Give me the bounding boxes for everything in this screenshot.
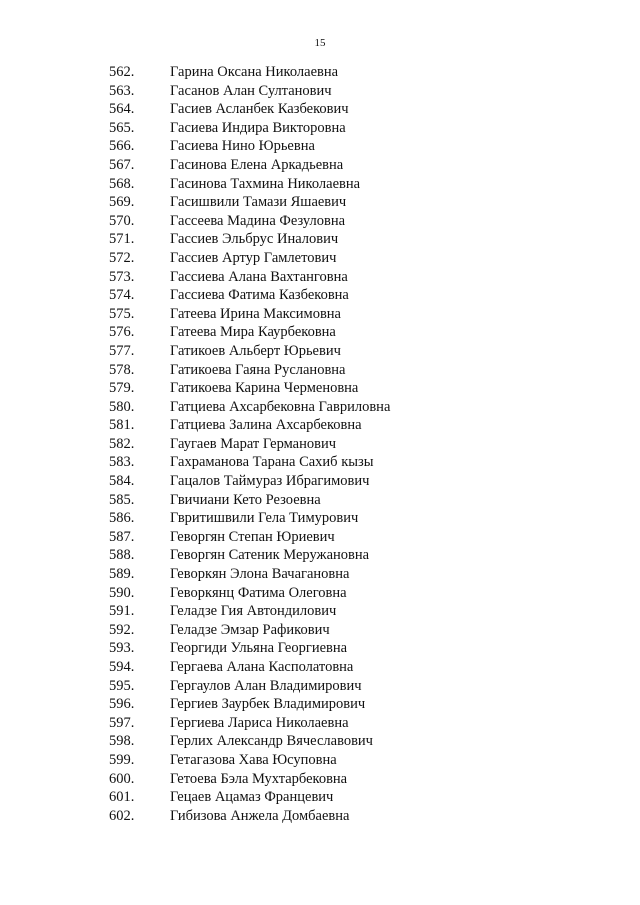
list-item [0, 732, 640, 751]
entry-name: Гасиев Асланбек Казбекович [170, 101, 349, 118]
list-item [0, 714, 640, 733]
entry-number: 562. [109, 64, 135, 80]
list-item [0, 137, 640, 156]
entry-name: Гаугаев Марат Германович [170, 435, 337, 452]
entry-number: 586. [109, 510, 135, 527]
page-number: 15 [314, 37, 326, 49]
entry-number: 574. [109, 287, 135, 304]
entry-number: 589. [109, 566, 135, 583]
entry-number: 602. [109, 807, 135, 824]
entry-number: 600. [109, 770, 135, 787]
list-item [0, 658, 640, 677]
entry-number: 583. [109, 454, 135, 471]
entry-number: 601. [109, 789, 135, 806]
entry-number: 577. [109, 342, 135, 359]
entry-name: Геворкян Элона Вачагановна [170, 566, 350, 583]
entry-name: Гассиева Фатима Казбековна [170, 287, 349, 304]
entry-number: 571. [109, 231, 135, 248]
entry-number: 598. [109, 733, 135, 750]
entry-name: Геворкянц Фатима Олеговна [170, 584, 347, 601]
entry-name: Гасишвили Тамази Яшаевич [170, 194, 347, 211]
entry-name: Геворгян Степан Юриевич [170, 528, 335, 545]
entry-name: Гасанов Алан Султанович [170, 82, 332, 99]
entry-number: 580. [109, 398, 135, 415]
entry-number: 565. [109, 119, 135, 136]
list-item [0, 751, 640, 770]
list-item [0, 528, 640, 547]
entry-name: Гетагазова Хава Юсуповна [170, 751, 337, 768]
entry-name: Гергиев Заурбек Владимирович [170, 696, 366, 713]
list-item [0, 230, 640, 249]
entry-number: 595. [109, 677, 135, 694]
entry-name: Гецаев Ацамаз Францевич [170, 789, 334, 806]
entry-name: Гибизова Анжела Домбаевна [170, 807, 350, 824]
entry-number: 576. [109, 324, 135, 341]
entry-number: 588. [109, 547, 135, 564]
entry-name: Гатикоева Карина Черменовна [170, 380, 359, 397]
list-item [0, 82, 640, 101]
list-item [0, 63, 640, 82]
entry-number: 594. [109, 659, 135, 675]
entry-name: Гацалов Таймураз Ибрагимович [170, 473, 370, 490]
entry-number: 582. [109, 435, 135, 452]
entry-name: Гвичиани Кето Резоевна [170, 491, 321, 508]
list-item [0, 286, 640, 305]
entry-name: Герлих Александр Вячеславович [170, 733, 373, 750]
list-item [0, 695, 640, 714]
entry-name: Гассиев Артур Гамлетович [170, 249, 337, 266]
entry-name: Гасиева Индира Викторовна [170, 119, 346, 136]
list-item [0, 100, 640, 119]
entry-number: 573. [109, 268, 135, 285]
entry-number: 568. [109, 175, 135, 192]
list-item [0, 342, 640, 361]
entry-name: Геладзе Гия Автондилович [170, 603, 337, 620]
entry-name: Гергаева Алана Касполатовна [170, 659, 354, 675]
entry-name: Гергаулов Алан Владимирович [170, 677, 362, 694]
entry-number: 564. [109, 101, 135, 118]
list-item [0, 472, 640, 491]
list-item [0, 175, 640, 194]
list-item [0, 602, 640, 621]
entry-number: 566. [109, 138, 135, 155]
list-item [0, 509, 640, 528]
entry-name: Гатикоев Альберт Юрьевич [170, 342, 341, 359]
entry-name: Гассиев Эльбрус Иналович [170, 231, 339, 248]
entry-number: 599. [109, 751, 135, 768]
entry-number: 581. [109, 417, 135, 434]
entry-number: 584. [109, 473, 135, 490]
list-item [0, 193, 640, 212]
entry-number: 592. [109, 621, 135, 638]
entry-number: 587. [109, 528, 135, 545]
list-item [0, 621, 640, 640]
entry-name: Гассиева Алана Вахтанговна [170, 268, 348, 285]
entry-number: 590. [109, 584, 135, 601]
entry-name: Гассеева Мадина Фезуловна [170, 212, 346, 229]
entry-number: 591. [109, 603, 135, 620]
list-item [0, 156, 640, 175]
list-item [0, 788, 640, 807]
list-item [0, 453, 640, 472]
entry-name: Гатциева Ахсарбековна Гавриловна [170, 398, 391, 415]
list-item [0, 249, 640, 268]
list-item [0, 398, 640, 417]
entry-name: Гахраманова Тарана Сахиб кызы [170, 454, 374, 471]
list-item [0, 416, 640, 435]
entry-number: 578. [109, 361, 135, 378]
list-item [0, 770, 640, 789]
list-item [0, 268, 640, 287]
list-item [0, 435, 640, 454]
entry-name: Геладзе Эмзар Рафикович [170, 621, 330, 638]
entry-name: Гергиева Лариса Николаевна [170, 714, 349, 731]
list-item [0, 584, 640, 603]
entry-number: 569. [109, 194, 135, 211]
list-item [0, 379, 640, 398]
list-item [0, 546, 640, 565]
entry-number: 570. [109, 212, 135, 229]
entry-number: 572. [109, 249, 135, 266]
entry-name: Гасиева Нино Юрьевна [170, 138, 315, 155]
entry-number: 567. [109, 156, 135, 173]
list-item [0, 323, 640, 342]
entry-name: Геворгян Сатеник Меружановна [170, 547, 370, 564]
entry-number: 575. [109, 305, 135, 322]
list-item [0, 565, 640, 584]
list-item [0, 639, 640, 658]
entry-name: Гарина Оксана Николаевна [170, 64, 339, 80]
entry-number: 597. [109, 714, 135, 731]
entry-name: Гетоева Бэла Мухтарбековна [170, 770, 348, 787]
entry-name: Гатеева Мира Каурбековна [170, 324, 336, 341]
list-item [0, 119, 640, 138]
entry-name: Гатциева Залина Ахсарбековна [170, 417, 362, 434]
entry-name: Гвритишвили Гела Тимурович [170, 510, 359, 527]
entry-number: 585. [109, 491, 135, 508]
entry-name: Гатеева Ирина Максимовна [170, 305, 341, 322]
entry-number: 563. [109, 82, 135, 99]
list-item [0, 212, 640, 231]
name-list [0, 63, 640, 825]
entry-name: Гасинова Елена Аркадьевна [170, 156, 344, 173]
list-item [0, 305, 640, 324]
list-item [0, 491, 640, 510]
entry-name: Гатикоева Гаяна Руслановна [170, 361, 346, 378]
entry-number: 593. [109, 640, 135, 657]
entry-number: 596. [109, 696, 135, 713]
entry-name: Георгиди Ульяна Георгиевна [170, 640, 348, 657]
list-item [0, 677, 640, 696]
entry-name: Гасинова Тахмина Николаевна [170, 175, 361, 192]
entry-number: 579. [109, 380, 135, 397]
list-item [0, 807, 640, 826]
list-item [0, 361, 640, 380]
